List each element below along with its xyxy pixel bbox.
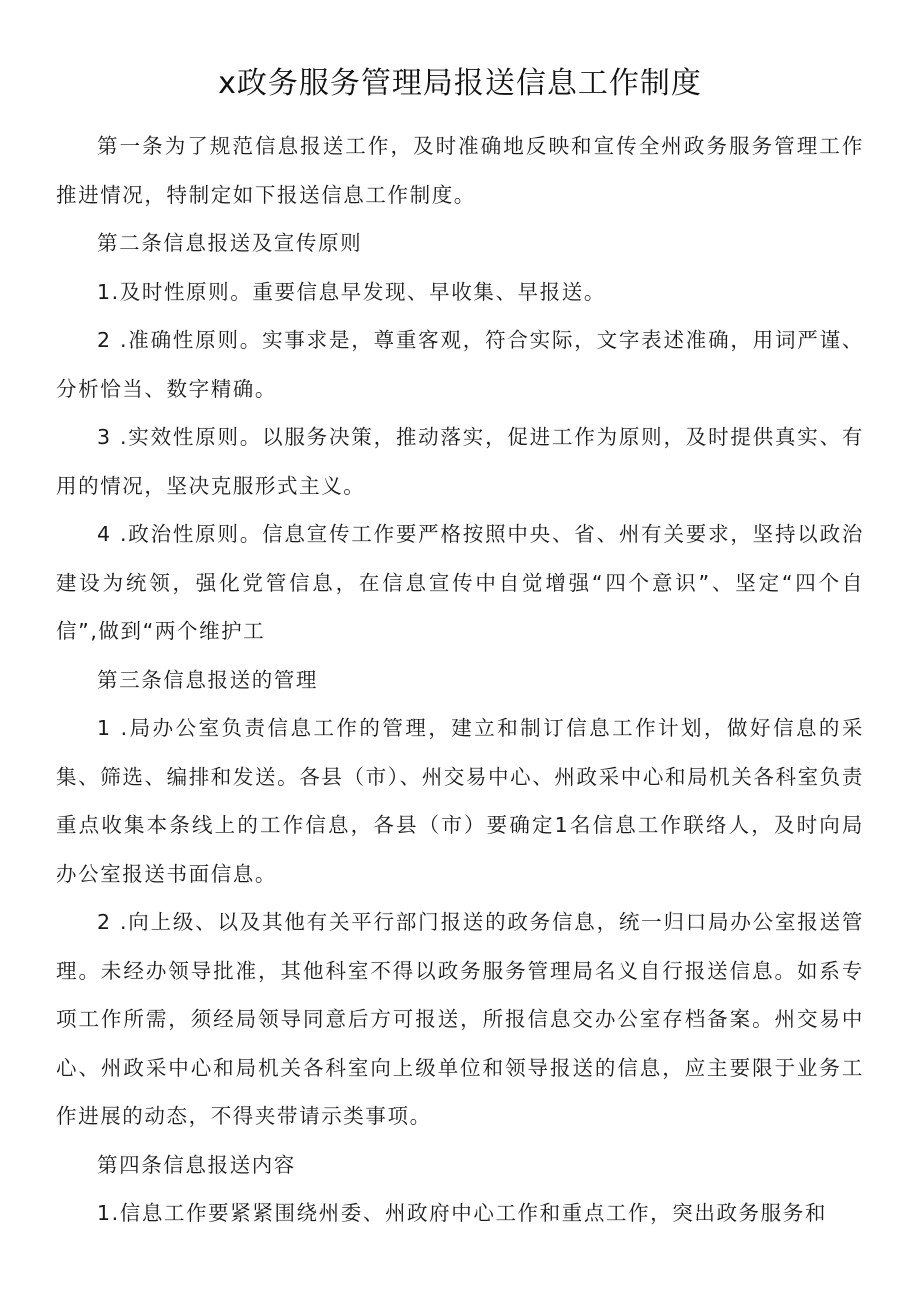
article-2-heading: 第二条信息报送及宣传原则	[97, 231, 363, 255]
article-1-paragraph: 第一条为了规范信息报送工作，及时准确地反映和宣传全州政务服务管理工作推进情况，特制定如下报送信息工作制度。	[56, 134, 864, 207]
article-3-item-1: 1 .局办公室负责信息工作的管理，建立和制订信息工作计划，做好信息的采集、筛选、编排和发送。各县（市）、州交易中心、州政采中心和局机关各科室负责重点收集本条线上的工作信息，各县（市）要确定1名信息工作联络人，及时向局办公室报送书面信息。	[56, 716, 864, 886]
article-4-heading: 第四条信息报送内容	[97, 1152, 296, 1177]
article-2-item-4: 4 .政治性原则。信息宣传工作要严格按照中央、省、州有关要求，坚持以政治建设为统领，强化党管信息，在信息宣传中自觉增强“四个意识”、坚定“四个自信”,做到“两个维护工	[56, 522, 864, 643]
title-block	[56, 58, 864, 110]
document-title: x政务服务管理局报送信息工作制度	[218, 66, 702, 101]
article-3-item-2: 2 .向上级、以及其他有关平行部门报送的政务信息，统一归口局办公室报送管理。未经办领导批准，其他科室不得以政务服务管理局名义自行报送信息。如系专项工作所需，须经局领导同意后方可报送，所报信息交办公室存档备案。州交易中心、州政采中心和局机关各科室向上级单位和领导报送的信息，应主要限于业务工作进展的动态，不得夹带请示类事项。	[56, 910, 864, 1128]
article-2-item-1: 1.及时性原则。重要信息早发现、早收集、早报送。	[97, 279, 606, 304]
article-2-item-2: 2 .准确性原则。实事求是，尊重客观，符合实际，文字表述准确，用词严谨、分析恰当、数字精确。	[56, 328, 864, 401]
article-3-heading: 第三条信息报送的管理	[97, 667, 318, 692]
article-2-item-3: 3 .实效性原则。以服务决策，推动落实，促进工作为原则，及时提供真实、有用的情况，坚决克服形式主义。	[56, 425, 864, 498]
article-4-item-1: 1.信息工作要紧紧围绕州委、州政府中心工作和重点工作，突出政务服务和	[97, 1201, 827, 1225]
